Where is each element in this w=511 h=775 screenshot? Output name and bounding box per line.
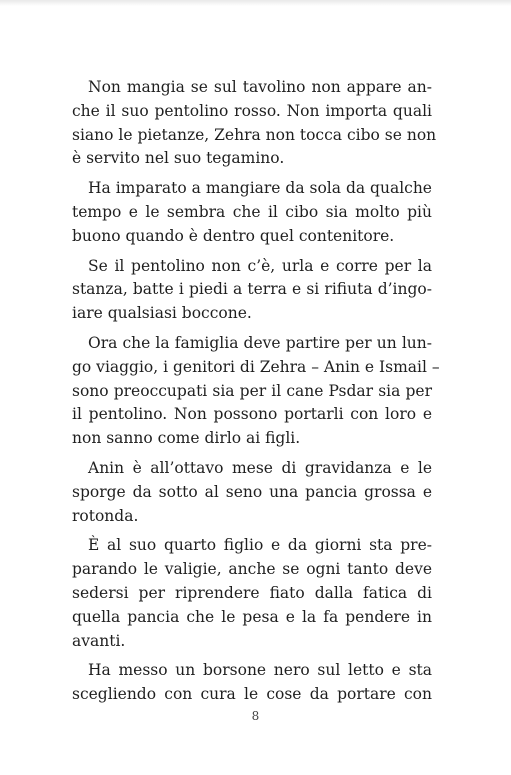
- text-line: avanti.: [72, 631, 126, 650]
- page-top-edge: [0, 0, 511, 6]
- text-line: sedersi per riprendere fiato dalla fatica di: [72, 583, 432, 602]
- text-line: il pentolino. Non possono portarli con loro e: [72, 405, 432, 424]
- page-number: 8: [251, 709, 260, 723]
- text-line: Anin è all’ottavo mese di gravidanza e le: [88, 458, 432, 477]
- body-text: [72, 76, 440, 713]
- text-line: che il suo pentolino rosso. Non importa quali: [72, 101, 432, 120]
- paragraph: [72, 177, 432, 248]
- text-line: Se il pentolino non c’è, urla e corre per la: [88, 256, 432, 275]
- paragraph: [72, 659, 432, 707]
- text-line: sporge da sotto al seno una pancia grossa e: [72, 482, 432, 501]
- text-line: è servito nel suo tegamino.: [72, 149, 285, 168]
- text-line: stanza, batte i piedi a terra e si rifiuta d’ingo-: [72, 280, 432, 299]
- paragraph: [72, 534, 432, 653]
- paragraph: [72, 332, 440, 451]
- text-line: Non mangia se sul tavolino non appare an-: [88, 78, 432, 96]
- text-line: Ora che la famiglia deve partire per un lun-: [88, 333, 432, 352]
- text-line: tempo e le sembra che il cibo sia molto più: [72, 202, 432, 221]
- text-line: non sanno come dirlo ai figli.: [72, 429, 301, 448]
- paragraph: [72, 255, 432, 326]
- text-line: rotonda.: [72, 506, 139, 525]
- text-line: go viaggio, i genitori di Zehra – Anin e Ismail –: [72, 357, 440, 376]
- text-line: iare qualsiasi boccone.: [72, 304, 252, 323]
- text-line: È al suo quarto figlio e da giorni sta pre-: [88, 536, 432, 555]
- paragraph: [72, 76, 437, 171]
- text-line: Ha imparato a mangiare da sola da qualche: [88, 179, 432, 198]
- text-line: parando le valigie, anche se ogni tanto deve: [72, 560, 432, 579]
- text-line: siano le pietanze, Zehra non tocca cibo se non: [72, 125, 437, 144]
- text-line: buono quando è dentro quel contenitore.: [72, 226, 395, 245]
- text-line: scegliendo con cura le cose da portare con: [72, 685, 432, 704]
- text-line: Ha messo un borsone nero sul letto e sta: [88, 661, 432, 680]
- paragraph: [72, 457, 432, 528]
- text-line: sono preoccupati sia per il cane Psdar sia per: [72, 381, 432, 400]
- text-line: quella pancia che le pesa e la fa pendere in: [72, 607, 432, 626]
